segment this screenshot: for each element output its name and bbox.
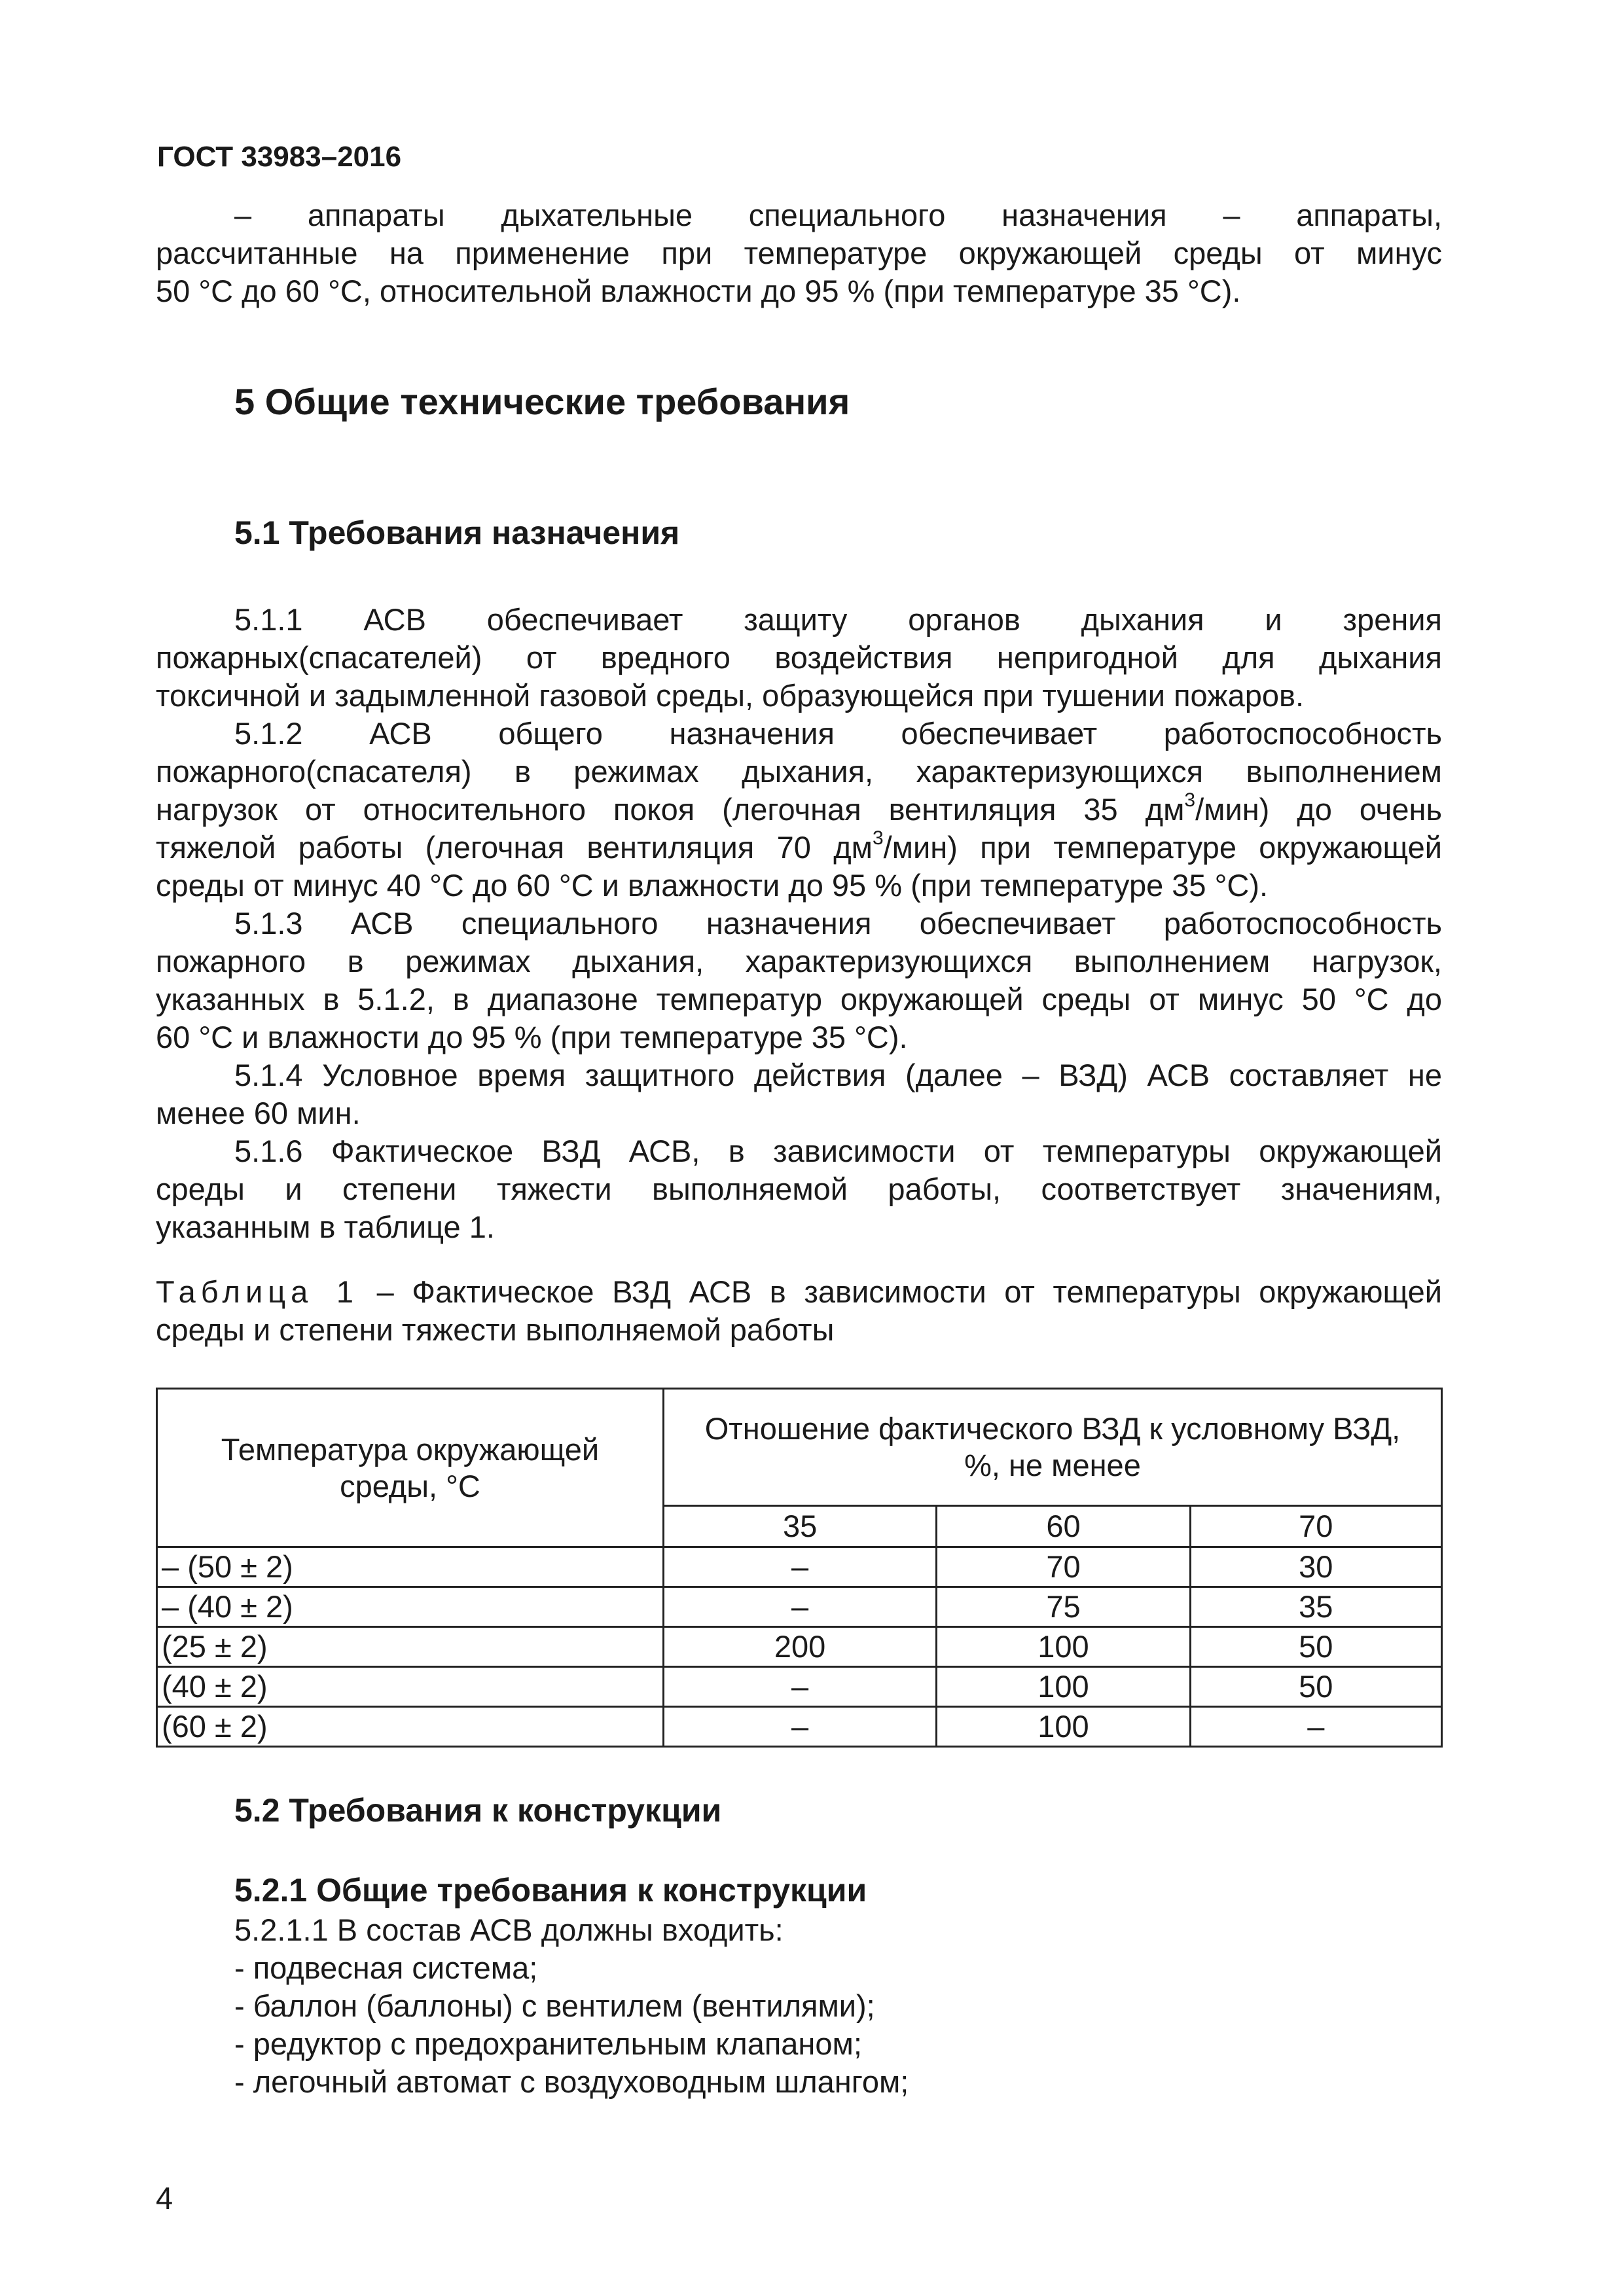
clause-line: среды от минус 40 °С до 60 °С и влажности до 95 % (при температуре 35 °С). — [156, 868, 1269, 903]
clause-5-1-4 — [156, 1056, 1442, 1132]
clause-line: менее 60 мин. — [156, 1096, 361, 1130]
clause-line: 5.1.2 АСВ общего назначения обеспечивает работоспособность — [234, 716, 1442, 751]
section-5-2-1-title: 5.2.1 Общие требования к конструкции — [234, 1872, 867, 1909]
table-row — [157, 1587, 1442, 1627]
table-caption-text: – Фактическое ВЗД АСВ в зависимости от температуры окружающей — [359, 1274, 1443, 1309]
section-5-title: 5 Общие технические требования — [234, 381, 850, 422]
table-caption-label: Таблица 1 — [156, 1274, 359, 1309]
table-cell: 35 — [1190, 1587, 1441, 1627]
section-5-2-title: 5.2 Требования к конструкции — [234, 1792, 722, 1829]
list-item: - баллон (баллоны) с вентилем (вентилями); — [234, 1988, 875, 2023]
clause-line: указанным в таблице 1. — [156, 1210, 495, 1244]
clause-5-1-6 — [156, 1132, 1442, 1246]
list-item: 5.2.1.1 В состав АСВ должны входить: — [234, 1912, 784, 1947]
table-cell: 30 — [1190, 1547, 1441, 1587]
table-cell-temp: – (40 ± 2) — [157, 1587, 664, 1627]
table-cell-temp: (25 ± 2) — [157, 1627, 664, 1667]
clause-5-1-2 — [156, 715, 1442, 905]
composition-list — [234, 1911, 909, 2101]
clause-line: 5.1.1 АСВ обеспечивает защиту органов дыхания и зрения — [234, 602, 1442, 637]
table-cell: 100 — [937, 1627, 1190, 1667]
clause-line: пожарного(спасателя) в режимах дыхания, характеризующихся выполнением — [156, 754, 1442, 789]
list-item: - подвесная система; — [234, 1950, 538, 1985]
table-subheader: 60 — [937, 1506, 1190, 1547]
table-cell-temp: – (50 ± 2) — [157, 1547, 664, 1587]
intro-line: 50 °С до 60 °С, относительной влажности до 95 % (при температуре 35 °С). — [156, 274, 1241, 308]
intro-paragraph — [156, 196, 1442, 310]
table-cell: 200 — [663, 1627, 936, 1667]
clause-line: 60 °С и влажности до 95 % (при температуре 35 °С). — [156, 1020, 908, 1054]
table-subheader: 70 — [1190, 1506, 1441, 1547]
table-1 — [156, 1388, 1443, 1748]
table-cell-temp: (40 ± 2) — [157, 1667, 664, 1707]
table-cell-temp: (60 ± 2) — [157, 1707, 664, 1747]
table-cell: – — [663, 1707, 936, 1747]
table-cell: 70 — [937, 1547, 1190, 1587]
clause-5-1-1 — [156, 601, 1442, 715]
clause-5-1-3 — [156, 905, 1442, 1056]
table-cell: 75 — [937, 1587, 1190, 1627]
table-cell: – — [1190, 1707, 1441, 1747]
table-cell: 100 — [937, 1667, 1190, 1707]
list-item: - редуктор с предохранительным клапаном; — [234, 2026, 862, 2061]
clause-line: указанных в 5.1.2, в диапазоне температур окружающей среды от минус 50 °С до — [156, 982, 1442, 1016]
table-header-temperature: Температура окружающей среды, °С — [157, 1389, 664, 1547]
intro-line: – аппараты дыхательные специального назначения – аппараты, — [234, 198, 1442, 232]
document-code: ГОСТ 33983–2016 — [157, 141, 402, 173]
clause-line: нагрузок от относительного покоя (легочная вентиляция 35 $дм^3/мин$) до очень — [156, 789, 1442, 827]
page-number: 4 — [156, 2181, 173, 2215]
clause-line: пожарного в режимах дыхания, характеризующихся выполнением нагрузок, — [156, 944, 1442, 978]
clause-line: пожарных(спасателей) от вредного воздействия непригодной для дыхания — [156, 640, 1442, 675]
table-row — [157, 1707, 1442, 1747]
table-caption — [156, 1273, 1442, 1349]
table-cell: 100 — [937, 1707, 1190, 1747]
list-item: - легочный автомат с воздуховодным шлангом; — [234, 2064, 909, 2099]
table-row — [157, 1547, 1442, 1587]
table-caption-text: среды и степени тяжести выполняемой работы — [156, 1312, 835, 1347]
clause-line: среды и степени тяжести выполняемой работы, соответствует значениям, — [156, 1172, 1442, 1206]
clause-line: токсичной и задымленной газовой среды, образующейся при тушении пожаров. — [156, 678, 1305, 713]
clause-line: тяжелой работы (легочная вентиляция 70 $дм^3/мин$) при температуре окружающей — [156, 827, 1443, 865]
section-5-1-title: 5.1 Требования назначения — [234, 514, 680, 551]
table-cell: – — [663, 1667, 936, 1707]
table-cell: – — [663, 1587, 936, 1627]
table-cell: – — [663, 1547, 936, 1587]
clause-line: 5.1.6 Фактическое ВЗД АСВ, в зависимости от температуры окружающей — [234, 1134, 1442, 1168]
intro-line: рассчитанные на применение при температуре окружающей среды от минус — [156, 236, 1442, 270]
clause-line: 5.1.4 Условное время защитного действия (далее – ВЗД) АСВ составляет не — [234, 1058, 1442, 1092]
clause-line: 5.1.3 АСВ специального назначения обеспечивает работоспособность — [234, 906, 1442, 941]
table-subheader: 35 — [663, 1506, 936, 1547]
table-cell: 50 — [1190, 1627, 1441, 1667]
table-row — [157, 1667, 1442, 1707]
table-header-ratio: Отношение фактического ВЗД к условному ВЗД, %, не менее — [663, 1389, 1441, 1506]
table-row — [157, 1627, 1442, 1667]
table-cell: 50 — [1190, 1667, 1441, 1707]
